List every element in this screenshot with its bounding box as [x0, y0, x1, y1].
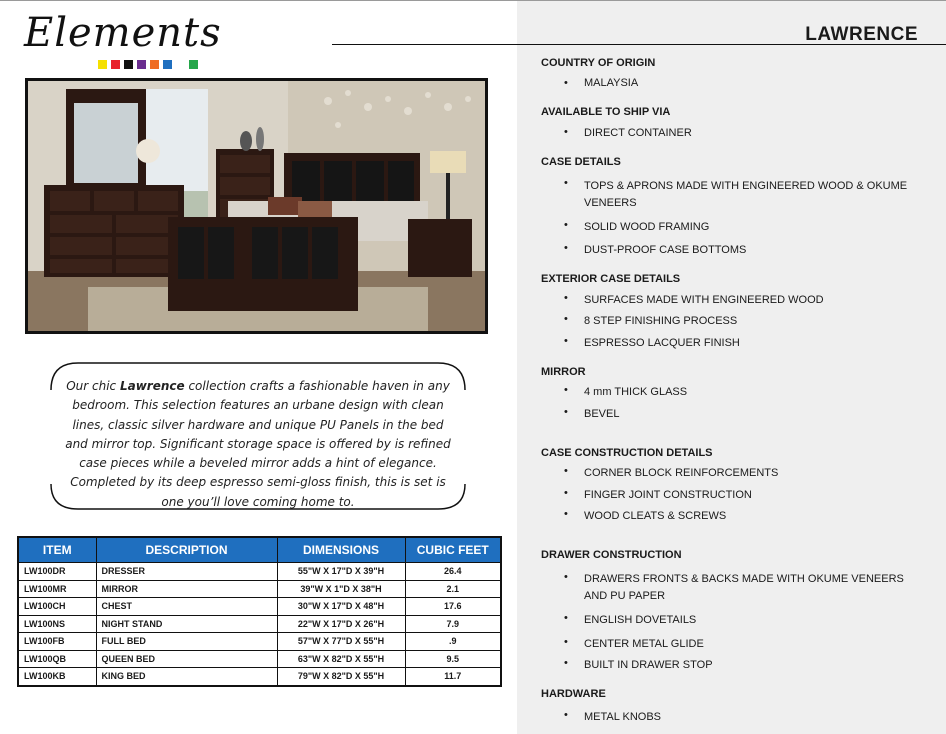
item-cubic-feet: 2.1: [405, 580, 501, 598]
description-collection-name: Lawrence: [119, 379, 185, 393]
spec-item: BEVEL: [584, 408, 620, 420]
item-code: LW100MR: [18, 580, 96, 598]
spec-item: TOPS & APRONS MADE WITH ENGINEERED WOOD & OKUME VENEERS: [584, 180, 908, 209]
spec-item: CENTER METAL GLIDE: [584, 638, 704, 650]
bullet-icon: •: [564, 657, 568, 669]
item-cubic-feet: 11.7: [405, 668, 501, 686]
item-code: LW100FB: [18, 633, 96, 651]
header-dimensions: DIMENSIONS: [277, 537, 405, 563]
table-row: [18, 563, 501, 581]
table-row: [18, 668, 501, 686]
spec-item: CORNER BLOCK REINFORCEMENTS: [584, 467, 779, 479]
spec-item: WOOD CLEATS & SCREWS: [584, 510, 727, 522]
item-code: LW100NS: [18, 615, 96, 633]
color-swatch: [176, 60, 185, 69]
spec-heading-case-details: CASE DETAILS: [541, 156, 621, 168]
item-cubic-feet: 7.9: [405, 615, 501, 633]
spec-item: DRAWERS FRONTS & BACKS MADE WITH OKUME VENEERS AND PU PAPER: [584, 573, 904, 602]
item-description: QUEEN BED: [96, 650, 277, 668]
item-dimensions: 30"W X 17"D X 48"H: [277, 598, 405, 616]
bullet-icon: •: [564, 335, 568, 347]
item-code: LW100CH: [18, 598, 96, 616]
bullet-icon: •: [564, 384, 568, 396]
item-description: DRESSER: [96, 563, 277, 581]
spec-item: DUST-PROOF CASE BOTTOMS: [584, 244, 747, 256]
bullet-icon: •: [564, 177, 568, 189]
color-swatch: [111, 60, 120, 69]
item-dimensions: 39"W X 1"D X 38"H: [277, 580, 405, 598]
item-code: LW100DR: [18, 563, 96, 581]
spec-item: ENGLISH DOVETAILS: [584, 614, 697, 626]
item-description: CHEST: [96, 598, 277, 616]
header-description: DESCRIPTION: [96, 537, 277, 563]
item-cubic-feet: 17.6: [405, 598, 501, 616]
item-cubic-feet: .9: [405, 633, 501, 651]
collection-title: LAWRENCE: [805, 24, 918, 45]
spec-item: METAL KNOBS: [584, 711, 662, 723]
spec-heading-origin: COUNTRY OF ORIGIN: [541, 57, 656, 69]
table-row: [18, 650, 501, 668]
bullet-icon: •: [564, 313, 568, 325]
bullet-icon: •: [564, 636, 568, 648]
item-cubic-feet: 9.5: [405, 650, 501, 668]
bullet-icon: •: [564, 406, 568, 418]
bullet-icon: •: [564, 508, 568, 520]
color-swatch: [137, 60, 146, 69]
description-body: collection crafts a fashionable haven in any bedroom. This selection features an urbane design with clean lines, classic silver hardware and unique PU Panels in the bed and mirror top. Significant storage space is offered by is refined case pieces while a beveled mirror adds a hint of elegance. Completed by its deep espresso semi-gloss finish, this is set is one you’ll love coming home to.: [65, 379, 451, 509]
item-dimensions: 57"W X 77"D X 55"H: [277, 633, 405, 651]
color-swatch: [163, 60, 172, 69]
item-description: FULL BED: [96, 633, 277, 651]
bullet-icon: •: [564, 219, 568, 231]
item-code: LW100QB: [18, 650, 96, 668]
color-swatch: [189, 60, 198, 69]
bullet-icon: •: [564, 612, 568, 624]
bullet-icon: •: [564, 126, 568, 138]
collection-description: [60, 377, 456, 512]
spec-heading-hardware: HARDWARE: [541, 688, 606, 700]
color-swatch: [98, 60, 107, 69]
bullet-icon: •: [564, 242, 568, 254]
bullet-icon: •: [564, 465, 568, 477]
item-cubic-feet: 26.4: [405, 563, 501, 581]
bullet-icon: •: [564, 709, 568, 721]
spec-item: MALAYSIA: [584, 77, 639, 89]
color-swatch: [150, 60, 159, 69]
item-dimensions: 79"W X 82"D X 55"H: [277, 668, 405, 686]
spec-heading-exterior: EXTERIOR CASE DETAILS: [541, 273, 681, 285]
spec-item: SOLID WOOD FRAMING: [584, 221, 710, 233]
brand-logo: Elements: [24, 10, 222, 56]
bedroom-set-photo: [25, 78, 488, 334]
brand-color-swatches: [98, 60, 198, 70]
spec-heading-drawer: DRAWER CONSTRUCTION: [541, 549, 682, 561]
item-dimensions: 22"W X 17"D X 26"H: [277, 615, 405, 633]
item-dimensions: 63"W X 82"D X 55"H: [277, 650, 405, 668]
header-cubic-feet: CUBIC FEET: [405, 537, 501, 563]
spec-item: ESPRESSO LACQUER FINISH: [584, 337, 740, 349]
spec-item: DIRECT CONTAINER: [584, 127, 692, 139]
bullet-icon: •: [564, 77, 568, 89]
bullet-icon: •: [564, 571, 568, 583]
item-dimensions: 55"W X 17"D X 39"H: [277, 563, 405, 581]
color-swatch: [124, 60, 133, 69]
spec-heading-construction: CASE CONSTRUCTION DETAILS: [541, 447, 713, 459]
table-row: [18, 633, 501, 651]
spec-item: 8 STEP FINISHING PROCESS: [584, 315, 738, 327]
table-row: [18, 615, 501, 633]
item-description: KING BED: [96, 668, 277, 686]
spec-item: 4 mm THICK GLASS: [584, 386, 688, 398]
bullet-icon: •: [564, 292, 568, 304]
table-header-row: [18, 537, 501, 563]
header-item: ITEM: [18, 537, 96, 563]
spec-item: FINGER JOINT CONSTRUCTION: [584, 489, 752, 501]
item-description: MIRROR: [96, 580, 277, 598]
table-row: [18, 580, 501, 598]
item-description: NIGHT STAND: [96, 615, 277, 633]
description-lead: Our chic: [66, 379, 120, 393]
spec-heading-shipping: AVAILABLE TO SHIP VIA: [541, 106, 671, 118]
table-row: [18, 598, 501, 616]
spec-item: BUILT IN DRAWER STOP: [584, 659, 713, 671]
item-dimensions-table: [17, 536, 502, 687]
spec-item: SURFACES MADE WITH ENGINEERED WOOD: [584, 294, 824, 306]
bullet-icon: •: [564, 487, 568, 499]
item-code: LW100KB: [18, 668, 96, 686]
spec-heading-mirror: MIRROR: [541, 366, 586, 378]
